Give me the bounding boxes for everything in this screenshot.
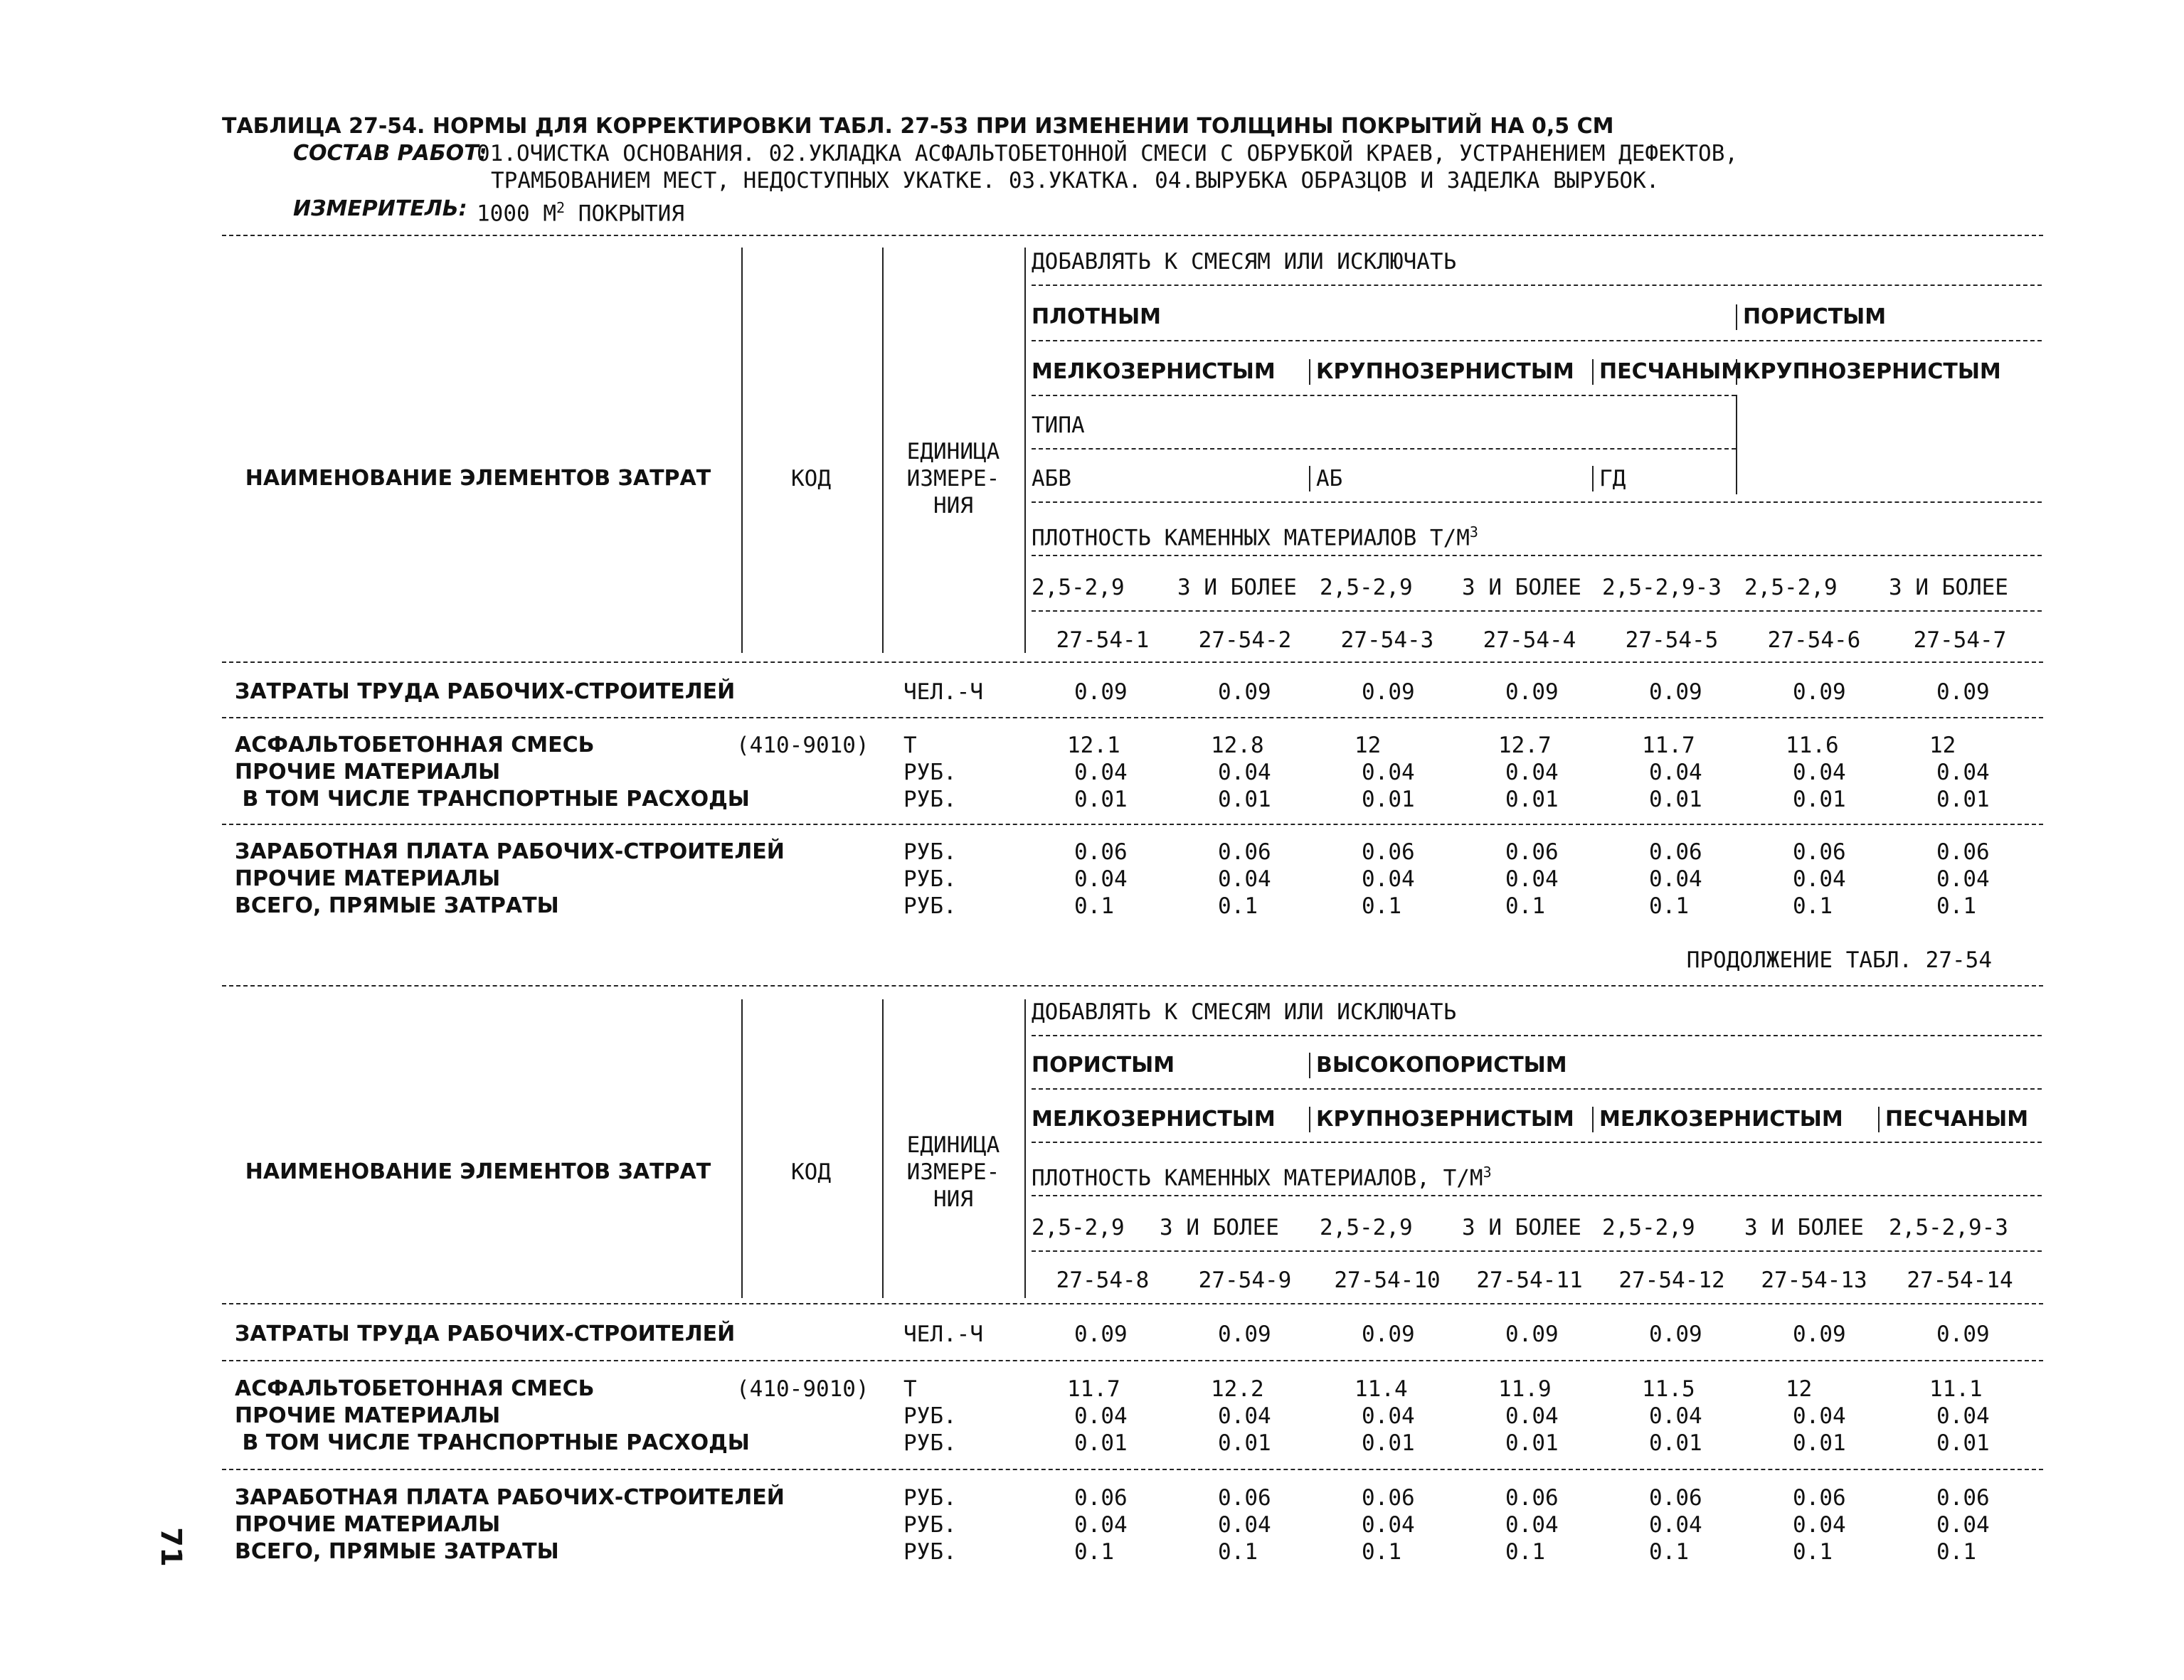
field: 11.1 <box>1929 1376 1983 1402</box>
field: 0.1 <box>1505 1539 1545 1565</box>
field: 0.1 <box>1793 1539 1833 1565</box>
coarse2-header: КРУПНОЗЕРНИСТЫМ <box>1743 359 2001 384</box>
sandy-header-2: ПЕСЧАНЫМ <box>1885 1107 2029 1132</box>
norm-code: 27-54-10 <box>1334 1267 1441 1293</box>
divider <box>1032 555 2042 556</box>
divider <box>222 717 2043 718</box>
field: 0.04 <box>1218 760 1271 785</box>
code-header: КОД <box>791 466 831 491</box>
field: 0.06 <box>1362 839 1415 865</box>
field: 0.06 <box>1936 839 1990 865</box>
field: 0.06 <box>1074 839 1128 865</box>
divider <box>1032 340 2042 341</box>
continuation-label: ПРОДОЛЖЕНИЕ ТАБЛ. 27-54 <box>1686 947 1992 973</box>
field: 0.01 <box>1505 1430 1559 1456</box>
field: 0.06 <box>1505 1485 1559 1511</box>
row-label: ПРОЧИЕ МАТЕРИАЛЫ <box>235 760 501 785</box>
field: 0.04 <box>1793 1512 1846 1538</box>
field: 0.09 <box>1362 1322 1415 1347</box>
field: 11.6 <box>1786 733 1839 758</box>
divider <box>222 985 2043 987</box>
field: 0.04 <box>1074 866 1128 892</box>
field: 11.7 <box>1067 1376 1120 1402</box>
range-cell: 2,5-2,9-3 <box>1889 1215 2008 1240</box>
field: 0.01 <box>1793 787 1846 812</box>
divider <box>1736 304 1737 330</box>
add-header: ДОБАВЛЯТЬ К СМЕСЯМ ИЛИ ИСКЛЮЧАТЬ <box>1032 249 1457 275</box>
range-cell: 3 И БОЛЕЕ <box>1744 1215 1864 1240</box>
field: 0.01 <box>1362 1430 1415 1456</box>
divider <box>1878 1107 1880 1132</box>
range-cell: 3 И БОЛЕЕ <box>1462 575 1581 600</box>
field: 11.5 <box>1642 1376 1695 1402</box>
row-unit: РУБ. <box>903 1430 957 1456</box>
highporous-header: ВЫСОКОПОРИСТЫМ <box>1316 1053 1567 1078</box>
field: 0.01 <box>1218 787 1271 812</box>
field: 0.1 <box>1649 893 1689 919</box>
field: 12.1 <box>1067 733 1120 758</box>
norm-code: 27-54-11 <box>1476 1267 1583 1293</box>
name-header-2: НАИМЕНОВАНИЕ ЭЛЕМЕНТОВ ЗАТРАТ <box>245 1159 711 1184</box>
divider <box>1309 1107 1310 1132</box>
divider <box>1032 1250 2042 1252</box>
field: 0.1 <box>1218 1539 1258 1565</box>
range-cell: 3 И БОЛЕЕ <box>1160 1215 1279 1240</box>
norm-code: 27-54-4 <box>1483 627 1576 653</box>
ab-header: АБ <box>1316 466 1343 491</box>
field: 0.09 <box>1505 1322 1559 1347</box>
range-cell: 2,5-2,9 <box>1032 575 1125 600</box>
norm-code: 27-54-14 <box>1907 1267 2013 1293</box>
divider <box>1736 395 1737 494</box>
field: 0.09 <box>1793 679 1846 705</box>
field: 0.09 <box>1793 1322 1846 1347</box>
row-label: ПРОЧИЕ МАТЕРИАЛЫ <box>235 1403 501 1428</box>
row-unit: РУБ. <box>903 1512 957 1538</box>
divider <box>1032 285 2042 286</box>
field: 0.1 <box>1362 1539 1401 1565</box>
field: 0.06 <box>1793 1485 1846 1511</box>
row-unit: Т <box>903 1376 917 1402</box>
row-label: ПРОЧИЕ МАТЕРИАЛЫ <box>235 866 501 891</box>
name-header: НАИМЕНОВАНИЕ ЭЛЕМЕНТОВ ЗАТРАТ <box>245 466 711 491</box>
field: 0.09 <box>1074 679 1128 705</box>
unit-header-3: НИЯ <box>933 493 973 519</box>
divider <box>1032 1142 2042 1143</box>
field: 0.1 <box>1218 893 1258 919</box>
divider <box>741 999 743 1298</box>
field: 12 <box>1786 1376 1813 1402</box>
divider <box>222 1360 2043 1361</box>
field: 0.09 <box>1218 1322 1271 1347</box>
field: 0.04 <box>1505 760 1559 785</box>
row-unit: РУБ. <box>903 787 957 812</box>
field: 0.04 <box>1362 760 1415 785</box>
field: 0.09 <box>1936 1322 1990 1347</box>
coarse-header: КРУПНОЗЕРНИСТЫМ <box>1316 359 1574 384</box>
row-unit: РУБ. <box>903 760 957 785</box>
field: 0.04 <box>1936 1403 1990 1429</box>
range-cell: 3 И БОЛЕЕ <box>1889 575 2008 600</box>
row-unit: ЧЕЛ.-Ч <box>903 679 983 705</box>
row-label: АСФАЛЬТОБЕТОННАЯ СМЕСЬ <box>235 1376 595 1401</box>
type-header: ТИПА <box>1032 413 1085 438</box>
divider <box>222 824 2043 825</box>
meter-value: 1000 $М^2$ ПОКРЫТИЯ <box>477 199 685 227</box>
divider <box>1032 501 2042 503</box>
field: 0.06 <box>1362 1485 1415 1511</box>
density-header-2: ПЛОТНОСТЬ КАМЕННЫХ МАТЕРИАЛОВ, $Т/М^3$ <box>1032 1164 1492 1191</box>
field: 11.9 <box>1498 1376 1552 1402</box>
row-unit: РУБ. <box>903 866 957 892</box>
field: 12 <box>1355 733 1382 758</box>
divider <box>1032 1195 2042 1196</box>
field: 0.06 <box>1936 1485 1990 1511</box>
field: 0.04 <box>1074 1403 1128 1429</box>
field: 0.01 <box>1074 787 1128 812</box>
field: 0.1 <box>1362 893 1401 919</box>
divider <box>882 999 884 1298</box>
field: 0.04 <box>1362 1512 1415 1538</box>
range-cell: 2,5-2,9 <box>1032 1215 1125 1240</box>
field: 0.04 <box>1074 760 1128 785</box>
divider <box>222 1303 2043 1304</box>
porous-header: ПОРИСТЫМ <box>1743 304 1887 329</box>
field: 12.8 <box>1211 733 1264 758</box>
fine2-header: МЕЛКОЗЕРНИСТЫМ <box>1599 1107 1843 1132</box>
field: 0.04 <box>1936 1512 1990 1538</box>
field: 0.01 <box>1793 1430 1846 1456</box>
add-header-2: ДОБАВЛЯТЬ К СМЕСЯМ ИЛИ ИСКЛЮЧАТЬ <box>1032 999 1457 1025</box>
unit-header-2-1: ЕДИНИЦА <box>906 1132 1000 1158</box>
field: 0.09 <box>1218 679 1271 705</box>
field: 0.1 <box>1936 1539 1976 1565</box>
norm-code: 27-54-8 <box>1056 1267 1150 1293</box>
range-cell: 2,5-2,9-3 <box>1602 575 1722 600</box>
range-cell: 3 И БОЛЕЕ <box>1462 1215 1581 1240</box>
table-1-top-border <box>222 235 2043 236</box>
divider <box>1032 395 1736 396</box>
divider <box>1592 359 1594 385</box>
work-label: СОСТАВ РАБОТ: <box>293 141 487 166</box>
field: 0.1 <box>1649 1539 1689 1565</box>
field: 0.01 <box>1218 1430 1271 1456</box>
norm-code: 27-54-5 <box>1625 627 1719 653</box>
field: 0.04 <box>1936 760 1990 785</box>
field: 0.04 <box>1649 866 1702 892</box>
range-cell: 2,5-2,9 <box>1602 1215 1695 1240</box>
dense-header: ПЛОТНЫМ <box>1032 304 1162 329</box>
field: 0.04 <box>1218 1403 1271 1429</box>
norm-code: 27-54-13 <box>1761 1267 1867 1293</box>
divider <box>1309 359 1310 385</box>
fine-header-2: МЕЛКОЗЕРНИСТЫМ <box>1032 1107 1276 1132</box>
sandy-header: ПЕСЧАНЫМ <box>1599 359 1743 384</box>
divider <box>1032 1035 2042 1036</box>
divider <box>1032 448 1736 450</box>
field: 0.09 <box>1936 679 1990 705</box>
field: 0.01 <box>1362 787 1415 812</box>
field: 0.06 <box>1218 839 1271 865</box>
row-unit: РУБ. <box>903 1539 957 1565</box>
field: 0.04 <box>1362 1403 1415 1429</box>
field: 12 <box>1929 733 1956 758</box>
row-label: ВСЕГО, ПРЯМЫЕ ЗАТРАТЫ <box>235 1539 559 1564</box>
divider <box>1309 1053 1310 1078</box>
row-label: ЗАРАБОТНАЯ ПЛАТА РАБОЧИХ-СТРОИТЕЛЕЙ <box>235 1485 785 1510</box>
field: 0.01 <box>1936 1430 1990 1456</box>
norm-code: 27-54-9 <box>1198 1267 1292 1293</box>
divider <box>222 1469 2043 1470</box>
divider <box>1736 359 1737 385</box>
field: 0.06 <box>1218 1485 1271 1511</box>
field: 0.09 <box>1362 679 1415 705</box>
row-unit: ЧЕЛ.-Ч <box>903 1322 983 1347</box>
field: 0.01 <box>1936 787 1990 812</box>
divider <box>1592 1107 1594 1132</box>
norm-code: 27-54-1 <box>1056 627 1150 653</box>
density-header: ПЛОТНОСТЬ КАМЕННЫХ МАТЕРИАЛОВ $Т/М^3$ <box>1032 523 1478 551</box>
row-label: ЗАТРАТЫ ТРУДА РАБОЧИХ-СТРОИТЕЛЕЙ <box>235 1322 736 1346</box>
row-code: (410-9010) <box>736 733 869 758</box>
field: 0.04 <box>1649 760 1702 785</box>
field: 0.1 <box>1505 893 1545 919</box>
field: 0.04 <box>1505 1512 1559 1538</box>
field: 11.7 <box>1642 733 1695 758</box>
coarse-header-2: КРУПНОЗЕРНИСТЫМ <box>1316 1107 1574 1132</box>
field: 12.2 <box>1211 1376 1264 1402</box>
field: 0.04 <box>1793 866 1846 892</box>
field: 0.06 <box>1793 839 1846 865</box>
range-cell: 2,5-2,9 <box>1320 1215 1413 1240</box>
work-line-2: ТРАМБОВАНИЕМ МЕСТ, НЕДОСТУПНЫХ УКАТКЕ. 03.УКАТКА. 04.ВЫРУБКА ОБРАЗЦОВ И ЗАДЕЛКА ВЫРУБОК. <box>491 168 1660 193</box>
field: 11.4 <box>1355 1376 1408 1402</box>
field: 0.04 <box>1793 1403 1846 1429</box>
divider <box>1032 610 2042 612</box>
field: 0.06 <box>1649 1485 1702 1511</box>
row-label: В ТОМ ЧИСЛЕ ТРАНСПОРТНЫЕ РАСХОДЫ <box>235 787 750 812</box>
field: 0.1 <box>1793 893 1833 919</box>
unit-header-2: ИЗМЕРЕ- <box>906 466 1000 491</box>
field: 0.04 <box>1649 1403 1702 1429</box>
field: 0.1 <box>1074 893 1114 919</box>
range-cell: 2,5-2,9 <box>1320 575 1413 600</box>
range-cell: 2,5-2,9 <box>1744 575 1838 600</box>
unit-header-2-2: ИЗМЕРЕ- <box>906 1159 1000 1185</box>
field: 0.01 <box>1074 1430 1128 1456</box>
row-label: АСФАЛЬТОБЕТОННАЯ СМЕСЬ <box>235 733 595 757</box>
norm-code: 27-54-6 <box>1767 627 1861 653</box>
divider <box>222 661 2043 663</box>
field: 0.04 <box>1936 866 1990 892</box>
field: 0.09 <box>1649 679 1702 705</box>
gd-header: ГД <box>1599 466 1626 491</box>
field: 0.06 <box>1649 839 1702 865</box>
divider <box>1592 466 1594 491</box>
row-unit: Т <box>903 733 917 758</box>
row-unit: РУБ. <box>903 839 957 865</box>
field: 0.09 <box>1505 679 1559 705</box>
row-unit: РУБ. <box>903 1485 957 1511</box>
field: 0.04 <box>1218 866 1271 892</box>
norm-code: 27-54-3 <box>1340 627 1434 653</box>
field: 0.01 <box>1649 787 1702 812</box>
meter-label: ИЗМЕРИТЕЛЬ: <box>293 196 467 221</box>
norm-code: 27-54-7 <box>1913 627 2007 653</box>
code-header-2: КОД <box>791 1159 831 1185</box>
field: 0.1 <box>1936 893 1976 919</box>
row-code: (410-9010) <box>736 1376 869 1402</box>
field: 0.09 <box>1649 1322 1702 1347</box>
field: 0.06 <box>1505 839 1559 865</box>
divider <box>1024 999 1026 1298</box>
row-label: ПРОЧИЕ МАТЕРИАЛЫ <box>235 1512 501 1537</box>
field: 0.06 <box>1074 1485 1128 1511</box>
row-label: ЗАТРАТЫ ТРУДА РАБОЧИХ-СТРОИТЕЛЕЙ <box>235 679 736 704</box>
field: 0.04 <box>1649 1512 1702 1538</box>
row-unit: РУБ. <box>903 893 957 919</box>
field: 0.01 <box>1649 1430 1702 1456</box>
row-unit: РУБ. <box>903 1403 957 1429</box>
range-cell: 3 И БОЛЕЕ <box>1177 575 1297 600</box>
table-title: ТАБЛИЦА 27-54. НОРМЫ ДЛЯ КОРРЕКТИРОВКИ ТАБЛ. 27-53 ПРИ ИЗМЕНЕНИИ ТОЛЩИНЫ ПОКРЫТИЙ НА 0,5 СМ <box>222 114 1614 139</box>
work-line-1: 01.ОЧИСТКА ОСНОВАНИЯ. 02.УКЛАДКА АСФАЛЬТОБЕТОННОЙ СМЕСИ С ОБРУБКОЙ КРАЕВ, УСТРАНЕНИЕМ ДЕФЕКТОВ, <box>477 141 1739 166</box>
field: 0.1 <box>1074 1539 1114 1565</box>
row-label: В ТОМ ЧИСЛЕ ТРАНСПОРТНЫЕ РАСХОДЫ <box>235 1430 750 1455</box>
field: 0.04 <box>1362 866 1415 892</box>
unit-header-2-3: НИЯ <box>933 1186 973 1212</box>
norm-code: 27-54-2 <box>1198 627 1292 653</box>
separator-2 <box>882 248 884 653</box>
field: 0.09 <box>1074 1322 1128 1347</box>
fine-header: МЕЛКОЗЕРНИСТЫМ <box>1032 359 1276 384</box>
porous-header-2: ПОРИСТЫМ <box>1032 1053 1175 1078</box>
field: 0.04 <box>1505 866 1559 892</box>
norm-code: 27-54-12 <box>1618 1267 1725 1293</box>
abv-header: АБВ <box>1032 466 1071 491</box>
row-label: ВСЕГО, ПРЯМЫЕ ЗАТРАТЫ <box>235 893 559 918</box>
field: 0.04 <box>1505 1403 1559 1429</box>
divider <box>1309 466 1310 491</box>
field: 0.01 <box>1505 787 1559 812</box>
field: 0.04 <box>1218 1512 1271 1538</box>
row-label: ЗАРАБОТНАЯ ПЛАТА РАБОЧИХ-СТРОИТЕЛЕЙ <box>235 839 785 864</box>
field: 0.04 <box>1074 1512 1128 1538</box>
page-number: 71 <box>154 1527 187 1567</box>
divider <box>1032 1088 2042 1090</box>
field: 0.04 <box>1793 760 1846 785</box>
unit-header-1: ЕДИНИЦА <box>906 439 1000 464</box>
field: 12.7 <box>1498 733 1552 758</box>
separator-1 <box>741 248 743 653</box>
separator-3 <box>1024 248 1026 653</box>
